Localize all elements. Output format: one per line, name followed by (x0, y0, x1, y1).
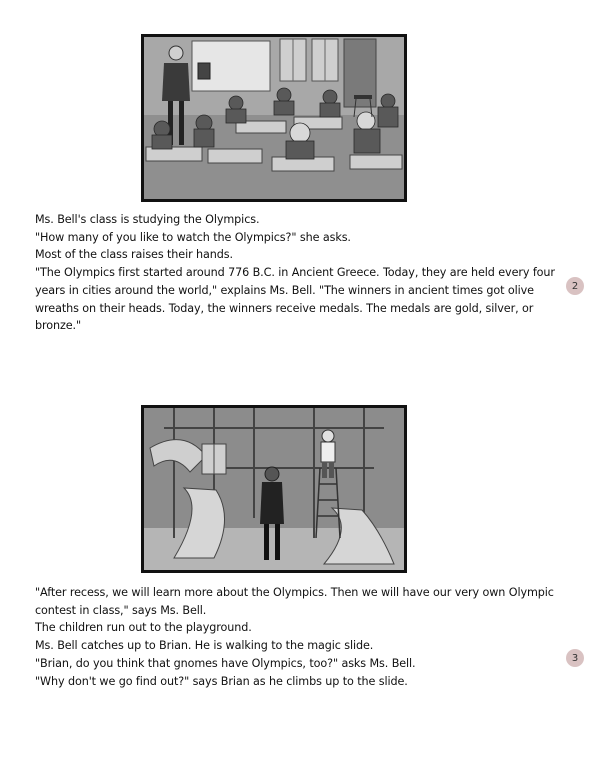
classroom-illustration (141, 34, 407, 202)
paragraph: "Why don't we go find out?" says Brian as he climbs up to the slide. (35, 674, 408, 688)
paragraph: "How many of you like to watch the Olympics?" she asks. (35, 230, 351, 244)
playground-illustration (141, 405, 407, 573)
story-text-section-3 (35, 584, 555, 690)
paragraph: Most of the class raises their hands. (35, 248, 233, 262)
classroom-scene (144, 37, 404, 199)
paragraph: "After recess, we will learn more about the Olympics. Then we will have our very own Olympic contest in class," says Ms. Bell. (35, 586, 554, 617)
story-text-section-2 (35, 211, 555, 335)
paragraph: "The Olympics first started around 776 B.C. in Ancient Greece. Today, they are held every four years in cities around the world," explains Ms. Bell. "The winners in ancient times got olive wreaths on their heads. Today, the winners receive medals. The medals are gold, silver, or bronze." (35, 266, 555, 333)
paragraph: Ms. Bell's class is studying the Olympics. (35, 213, 260, 226)
paragraph: "Brian, do you think that gnomes have Olympics, too?" asks Ms. Bell. (35, 656, 416, 670)
paragraph: Ms. Bell catches up to Brian. He is walking to the magic slide. (35, 639, 374, 653)
paragraph: The children run out to the playground. (35, 621, 252, 635)
page-number-badge: 3 (566, 649, 584, 667)
page-number-badge: 2 (566, 277, 584, 295)
playground-scene (144, 408, 404, 570)
